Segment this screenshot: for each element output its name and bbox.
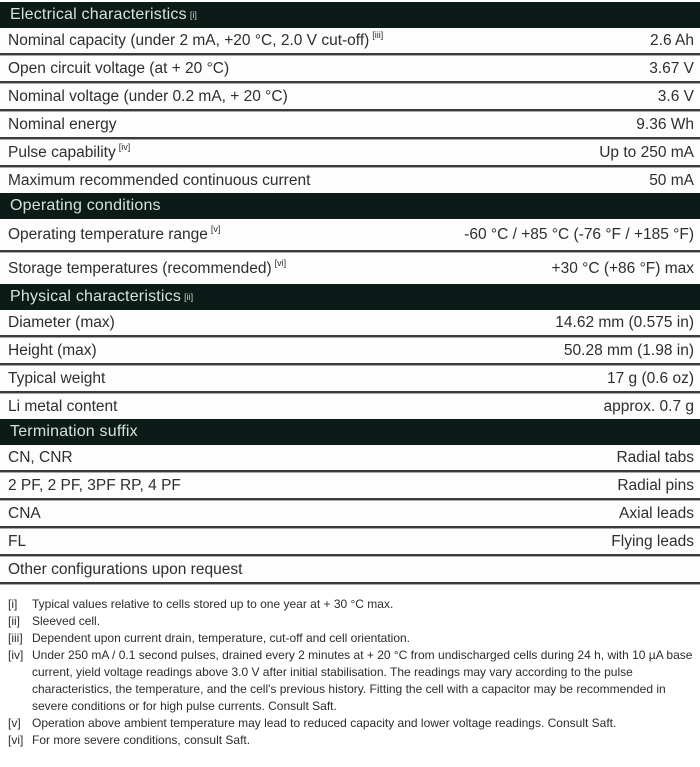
footnote-ref: [v] xyxy=(210,224,221,235)
footnote-text: Sleeved cell. xyxy=(32,614,101,628)
footnote-iv xyxy=(8,647,694,715)
row-value: Radial tabs xyxy=(616,448,694,466)
footnote-ref: [ii] xyxy=(8,614,20,628)
section-header-termination-suffix xyxy=(0,419,700,445)
footnote-iii xyxy=(8,630,694,647)
row-value: 3.67 V xyxy=(649,59,694,77)
footnote-ref: [vi] xyxy=(8,733,24,747)
footnote-ref: [iii] xyxy=(8,631,23,645)
spec-row-diameter xyxy=(0,310,700,335)
footnote-text: Under 250 mA / 0.1 second pulses, drained every 2 minutes at + 20 °C from undischarged cells during 24 h, with 10 µA base current, yield voltage readings above 3.0 V after initial stabilisation. The readings may vary according to the pulse characteristics, the temperature, and the cell's previous history. Fitting the cell with a capacitor may be recommended in severe conditions or for high pulse currents. Consult Saft. xyxy=(32,648,693,713)
spec-row-pulse-capability xyxy=(0,140,700,165)
row-value: Axial leads xyxy=(619,504,694,522)
footnote-vi xyxy=(8,732,694,749)
spec-row-open-circuit-voltage xyxy=(0,56,700,81)
spec-row-nominal-capacity xyxy=(0,28,700,53)
section-title: Operating conditions xyxy=(10,197,161,214)
spec-row-cna xyxy=(0,501,700,526)
footnote-text: Typical values relative to cells stored up to one year at + 30 °C max. xyxy=(32,597,394,611)
row-value: Flying leads xyxy=(611,532,694,550)
footnote-ref: [i] xyxy=(8,597,18,611)
spec-row-operating-temperature-range xyxy=(0,219,700,250)
row-label: Storage temperatures (recommended) [vi] xyxy=(8,258,287,277)
spec-row-cn-cnr xyxy=(0,445,700,470)
row-label: Nominal capacity (under 2 mA, +20 °C, 2.0 V cut-off) [iii] xyxy=(8,30,384,49)
section-title: Physical characteristics xyxy=(10,288,182,305)
section-title: Termination suffix xyxy=(10,423,138,440)
spec-row-nominal-energy xyxy=(0,112,700,137)
spec-row-height xyxy=(0,338,700,363)
section-title: Electrical characteristics xyxy=(10,6,187,23)
row-label: Nominal energy xyxy=(8,115,117,133)
row-label: CN, CNR xyxy=(8,448,73,466)
row-value: 9.36 Wh xyxy=(636,115,694,133)
row-label: Li metal content xyxy=(8,397,118,415)
footnote-ref: [v] xyxy=(8,716,21,730)
row-label: Other configurations upon request xyxy=(8,560,243,578)
row-value: 50.28 mm (1.98 in) xyxy=(563,341,694,359)
row-label: FL xyxy=(8,532,27,550)
row-label: Open circuit voltage (at + 20 °C) xyxy=(8,59,230,77)
row-value: Radial pins xyxy=(617,476,694,494)
row-label: 2 PF, 2 PF, 3PF RP, 4 PF xyxy=(8,476,181,494)
row-label: Operating temperature range [v] xyxy=(8,224,221,243)
footnote-ref: [iv] xyxy=(8,648,24,662)
section-header-electrical-characteristics: Electrical characteristics [i] xyxy=(0,2,700,28)
footnote-ref: [vi] xyxy=(274,258,287,269)
spec-row-li-metal-content xyxy=(0,394,700,419)
footnote-text: For more severe conditions, consult Saft. xyxy=(32,733,251,747)
footnote-ref: [iii] xyxy=(372,30,384,41)
row-value: 50 mA xyxy=(649,171,694,189)
section-header-physical-characteristics: Physical characteristics [ii] xyxy=(0,284,700,310)
footnote-ref: [iv] xyxy=(118,142,131,153)
row-value: Up to 250 mA xyxy=(599,143,694,161)
footnote-v xyxy=(8,715,694,732)
row-value: 3.6 V xyxy=(657,87,694,105)
footnote-i xyxy=(8,596,694,613)
footnote-ii xyxy=(8,613,694,630)
row-label: Diameter (max) xyxy=(8,313,115,331)
footnote-text: Operation above ambient temperature may lead to reduced capacity and lower voltage readings. Consult Saft. xyxy=(32,716,617,730)
row-value: +30 °C (+86 °F) max xyxy=(551,259,694,277)
spec-row-storage-temperatures xyxy=(0,253,700,284)
row-label: Pulse capability [iv] xyxy=(8,142,131,161)
footnote-text: Dependent upon current drain, temperature, cut-off and cell orientation. xyxy=(32,631,411,645)
row-value: approx. 0.7 g xyxy=(603,397,694,415)
row-value: 14.62 mm (0.575 in) xyxy=(555,313,694,331)
spec-row-max-continuous-current xyxy=(0,168,700,193)
row-label: CNA xyxy=(8,504,41,522)
section-header-operating-conditions xyxy=(0,193,700,219)
row-value: -60 °C / +85 °C (-76 °F / +185 °F) xyxy=(464,225,694,243)
spec-row-pf-pins xyxy=(0,473,700,498)
footnotes xyxy=(0,585,700,749)
row-label: Maximum recommended continuous current xyxy=(8,171,311,189)
row-value: 17 g (0.6 oz) xyxy=(606,369,694,387)
row-label: Typical weight xyxy=(8,369,106,387)
row-label: Height (max) xyxy=(8,341,97,359)
spec-row-typical-weight xyxy=(0,366,700,391)
row-value: 2.6 Ah xyxy=(650,31,694,49)
row-label: Nominal voltage (under 0.2 mA, + 20 °C) xyxy=(8,87,288,105)
spec-row-other-configurations xyxy=(0,557,700,582)
spec-row-nominal-voltage xyxy=(0,84,700,109)
spec-row-fl xyxy=(0,529,700,554)
